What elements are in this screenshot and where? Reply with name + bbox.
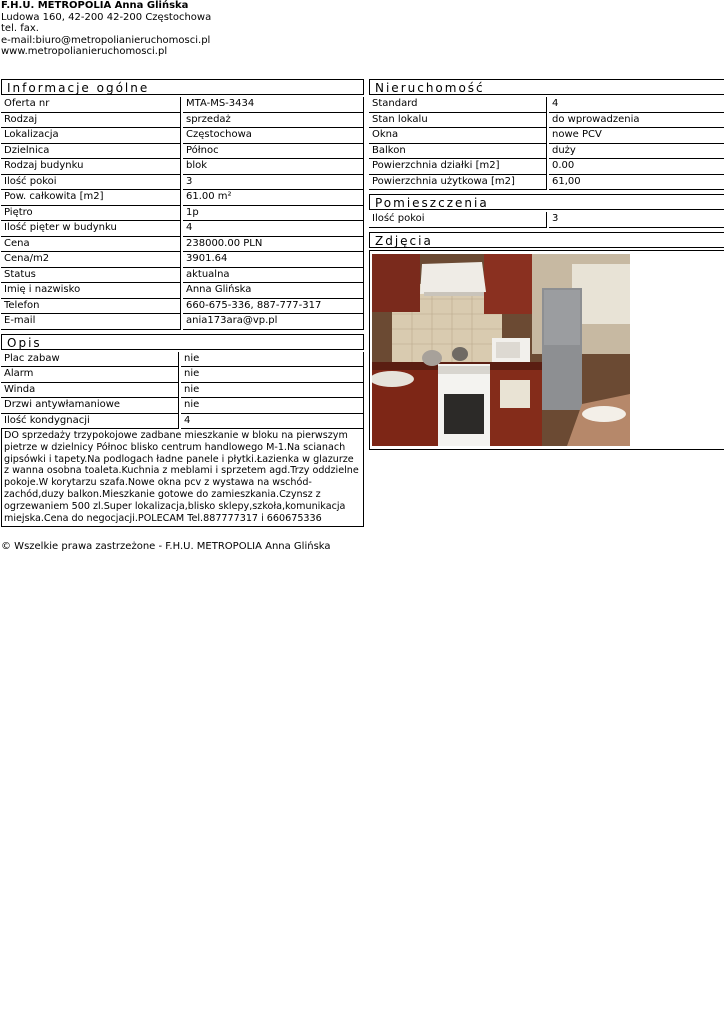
- row-value: 61.00 m²: [183, 190, 364, 206]
- table-row: [1, 398, 364, 414]
- row-value: blok: [183, 159, 364, 175]
- row-value: aktualna: [183, 268, 364, 284]
- company-phone: tel. fax.: [1, 23, 39, 34]
- table-row: [369, 175, 724, 191]
- row-value: nie: [181, 398, 364, 414]
- row-value: Anna Glińska: [183, 283, 364, 299]
- table-row: [1, 128, 364, 144]
- row-value: 4: [181, 414, 364, 430]
- row-label: Dzielnica: [1, 144, 181, 160]
- row-label: Powierzchnia użytkowa [m2]: [369, 175, 547, 191]
- table-row: [1, 414, 364, 430]
- table-row: [1, 175, 364, 191]
- row-value: MTA-MS-3434: [183, 97, 364, 113]
- row-value: nie: [181, 367, 364, 383]
- row-value: nie: [181, 352, 364, 368]
- left-column: [1, 79, 364, 527]
- row-label: Powierzchnia działki [m2]: [369, 159, 547, 175]
- table-row: [369, 113, 724, 129]
- table-row: [1, 268, 364, 284]
- table-row: [1, 252, 364, 268]
- row-value: duży: [549, 144, 724, 160]
- row-label: Standard: [369, 97, 547, 113]
- row-value: 3901.64: [183, 252, 364, 268]
- row-label: Alarm: [1, 367, 179, 383]
- right-column: [369, 79, 724, 450]
- row-label: Rodzaj: [1, 113, 181, 129]
- row-label: Piętro: [1, 206, 181, 222]
- footer-copyright: © Wszelkie prawa zastrzeżone - F.H.U. METROPOLIA Anna Glińska: [1, 541, 331, 552]
- row-value: ania173ara@vp.pl: [183, 314, 364, 330]
- row-label: Imię i nazwisko: [1, 283, 181, 299]
- table-row: [1, 383, 364, 399]
- kitchen-photo[interactable]: [372, 254, 630, 446]
- row-value: 4: [183, 221, 364, 237]
- row-label: Winda: [1, 383, 179, 399]
- row-label: Drzwi antywłamaniowe: [1, 398, 179, 414]
- table-row: [1, 237, 364, 253]
- row-value: Północ: [183, 144, 364, 160]
- table-row: [369, 159, 724, 175]
- row-label: Pow. całkowita [m2]: [1, 190, 181, 206]
- company-name: F.H.U. METROPOLIA Anna Glińska: [1, 0, 189, 11]
- row-value: 3: [549, 212, 724, 228]
- offer-description: DO sprzedaży trzypokojowe zadbane mieszkanie w bloku na pierwszym pietrze w dzielnicy Północ blisko centrum handlowego M-1.Na scianach gipsówki i tapety.Na podlogach ładne panele i płytki.Łazienka w glazurze z wanna osobna toaleta.Kuchnia z meblami i sprzetem agd.Trzy oddzielne pokoje.W korytarzu szafa.Nowe okna pcv z wystawa na wschód-zachód,duzy balkon.Mieszkanie gotowe do zamieszkania.Czynsz z ogrzewaniem 500 zl.Super lokalizacja,blisko sklepy,szkoła,komunikacja miejska.Cena do negocjacji.POLECAM Tel.887777317 i 660675336: [1, 429, 364, 527]
- row-label: Rodzaj budynku: [1, 159, 181, 175]
- table-row: [1, 299, 364, 315]
- table-row: [1, 97, 364, 113]
- agency-header: [1, 0, 211, 58]
- table-row: [1, 113, 364, 129]
- row-value: 1p: [183, 206, 364, 222]
- table-row: [369, 212, 724, 228]
- property-table: [369, 97, 724, 190]
- row-value: Częstochowa: [183, 128, 364, 144]
- row-label: Ilość pokoi: [369, 212, 547, 228]
- row-value: do wprowadzenia: [549, 113, 724, 129]
- section-title-photos: Zdjęcia: [369, 232, 724, 248]
- row-label: Telefon: [1, 299, 181, 315]
- company-address: Ludowa 160, 42-200 42-200 Częstochowa: [1, 11, 212, 23]
- row-value: 3: [183, 175, 364, 191]
- section-title-general: Informacje ogólne: [1, 79, 364, 95]
- row-value: 61,00: [549, 175, 724, 191]
- opis-table: [1, 352, 364, 430]
- row-label: Balkon: [369, 144, 547, 160]
- table-row: [1, 314, 364, 330]
- table-row: [369, 144, 724, 160]
- row-label: Status: [1, 268, 181, 284]
- row-value: nowe PCV: [549, 128, 724, 144]
- table-row: [1, 352, 364, 368]
- table-row: [369, 128, 724, 144]
- section-title-property: Nieruchomość: [369, 79, 724, 95]
- row-value: 4: [549, 97, 724, 113]
- row-label: Ilość pokoi: [1, 175, 181, 191]
- row-label: Ilość pięter w budynku: [1, 221, 181, 237]
- row-value: nie: [181, 383, 364, 399]
- section-title-rooms: Pomieszczenia: [369, 194, 724, 210]
- row-label: Lokalizacja: [1, 128, 181, 144]
- row-label: Ilość kondygnacji: [1, 414, 179, 430]
- row-value: 0.00: [549, 159, 724, 175]
- photo-frame: [369, 250, 724, 450]
- row-label: Plac zabaw: [1, 352, 179, 368]
- company-email[interactable]: e-mail:biuro@metropolianieruchomosci.pl: [1, 34, 211, 46]
- row-label: Oferta nr: [1, 97, 181, 113]
- table-row: [1, 159, 364, 175]
- rooms-table: [369, 212, 724, 228]
- section-title-opis: Opis: [1, 334, 364, 350]
- row-value: 238000.00 PLN: [183, 237, 364, 253]
- row-label: Cena: [1, 237, 181, 253]
- company-website[interactable]: www.metropolianieruchomosci.pl: [1, 46, 168, 57]
- row-label: Okna: [369, 128, 547, 144]
- row-label: Cena/m2: [1, 252, 181, 268]
- table-row: [1, 283, 364, 299]
- row-label: Stan lokalu: [369, 113, 547, 129]
- general-info-table: [1, 97, 364, 330]
- table-row: [1, 144, 364, 160]
- row-label: E-mail: [1, 314, 181, 330]
- table-row: [1, 190, 364, 206]
- table-row: [1, 206, 364, 222]
- table-row: [369, 97, 724, 113]
- table-row: [1, 367, 364, 383]
- table-row: [1, 221, 364, 237]
- row-value: 660-675-336, 887-777-317: [183, 299, 364, 315]
- row-value: sprzedaż: [183, 113, 364, 129]
